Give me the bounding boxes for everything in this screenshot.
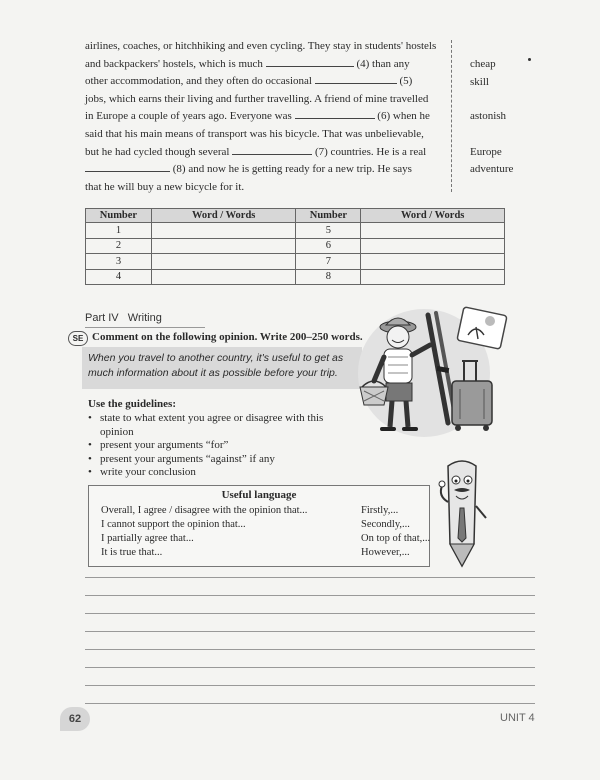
writing-line[interactable] [85, 613, 535, 614]
writing-line[interactable] [85, 667, 535, 668]
passage-line: airlines, coaches, or hitchhiking and even cycling. They stay in students' hostels [85, 40, 437, 52]
linker-item: Secondly,... [361, 519, 410, 530]
page-number: 62 [60, 707, 90, 731]
word-bank-divider [451, 40, 452, 192]
bullet-icon: • [88, 452, 92, 465]
column-header: Number [296, 209, 361, 223]
word-bank-item: adventure [470, 163, 514, 175]
writing-line[interactable] [85, 703, 535, 704]
phrase-item: I partially agree that... [101, 533, 194, 544]
phrase-item: It is true that... [101, 547, 163, 558]
task-instruction: Comment on the following opinion. Write 200–250 words. [92, 331, 363, 343]
gap-4-blank[interactable] [266, 57, 354, 67]
bullet-icon: • [88, 412, 92, 424]
writing-line[interactable] [85, 649, 535, 650]
se-badge: SE [68, 331, 88, 346]
passage-line: said that his main means of transport was his bicycle. That was unbelievable, [85, 127, 424, 140]
table-row [86, 269, 505, 285]
gap-8-blank[interactable] [85, 162, 170, 172]
writing-line[interactable] [85, 577, 535, 578]
passage-line: in Europe a couple of years ago. Everyone was (6) when he [85, 110, 430, 123]
number-cell: 1 [86, 223, 152, 239]
passage-line: but he had cycled though several (7) countries. He is a real [85, 145, 427, 158]
writing-line[interactable] [85, 685, 535, 686]
answer-cell[interactable] [361, 269, 505, 285]
number-cell: 6 [296, 238, 361, 254]
guidelines-title: Use the guidelines: [88, 398, 176, 410]
writing-line[interactable] [85, 595, 535, 596]
word-bank-item: astonish [470, 110, 507, 122]
number-cell: 3 [86, 254, 152, 270]
stray-dot [528, 58, 531, 61]
gap-5-blank[interactable] [315, 74, 397, 84]
list-item: • write your conclusion [88, 466, 196, 479]
answer-cell[interactable] [151, 254, 296, 270]
gap-7-blank[interactable] [232, 145, 312, 155]
table-row [86, 223, 505, 239]
part-title-rule [85, 327, 205, 328]
writing-line[interactable] [85, 631, 535, 632]
answer-cell[interactable] [361, 254, 505, 270]
word-bank-item: cheap [470, 58, 496, 70]
passage-line: jobs, which earns their living and further travelling. A friend of mine travelled [85, 92, 429, 105]
answer-table [85, 208, 505, 285]
number-cell: 2 [86, 238, 152, 254]
bullet-icon: • [88, 466, 92, 479]
useful-language-box [88, 485, 430, 567]
list-item: • state to what extent you agree or disagree with this [88, 412, 324, 424]
linker-item: Firstly,... [361, 505, 399, 516]
number-cell: 7 [296, 254, 361, 270]
traveller-illustration [352, 305, 522, 440]
list-item-continuation: opinion [100, 425, 134, 438]
column-header: Word / Words [151, 209, 296, 223]
column-header: Word / Words [361, 209, 505, 223]
answer-cell[interactable] [361, 238, 505, 254]
list-item: • present your arguments “against” if any [88, 452, 275, 465]
passage-line: and backpackers' hostels, which is much (4) than any [85, 57, 410, 70]
table-header-row [86, 209, 505, 223]
number-cell: 4 [86, 269, 152, 285]
list-item: • present your arguments “for” [88, 439, 229, 452]
table-row [86, 238, 505, 254]
opinion-text: When you travel to another country, it's useful to get as much information about it as possible before your trip. [88, 352, 344, 379]
answer-cell[interactable] [361, 223, 505, 239]
gap-6-blank[interactable] [295, 109, 375, 119]
linker-item: However,... [361, 547, 410, 558]
passage-line: other accommodation, and they often do occasional (5) [85, 75, 413, 88]
passage-line: (8) and now he is getting ready for a new trip. He says [85, 161, 445, 179]
opinion-box [82, 347, 362, 389]
part-title: Part IV Writing [85, 312, 162, 324]
number-cell: 8 [296, 269, 361, 285]
phrase-item: I cannot support the opinion that... [101, 519, 246, 530]
phrase-item: Overall, I agree / disagree with the opinion that... [101, 505, 308, 516]
number-cell: 5 [296, 223, 361, 239]
linker-item: On top of that,... [361, 533, 431, 544]
bullet-icon: • [88, 439, 92, 452]
answer-cell[interactable] [151, 238, 296, 254]
answer-cell[interactable] [151, 269, 296, 285]
reading-passage [85, 38, 445, 196]
word-bank-item: skill [470, 76, 489, 88]
word-bank-item: Europe [470, 146, 502, 158]
answer-cell[interactable] [151, 223, 296, 239]
column-header: Number [86, 209, 152, 223]
useful-language-title: Useful language [221, 489, 297, 501]
pen-mascot-icon [434, 458, 490, 570]
table-row [86, 254, 505, 270]
unit-label: UNIT 4 [500, 712, 535, 724]
passage-line: that he will buy a new bicycle for it. [85, 180, 245, 193]
